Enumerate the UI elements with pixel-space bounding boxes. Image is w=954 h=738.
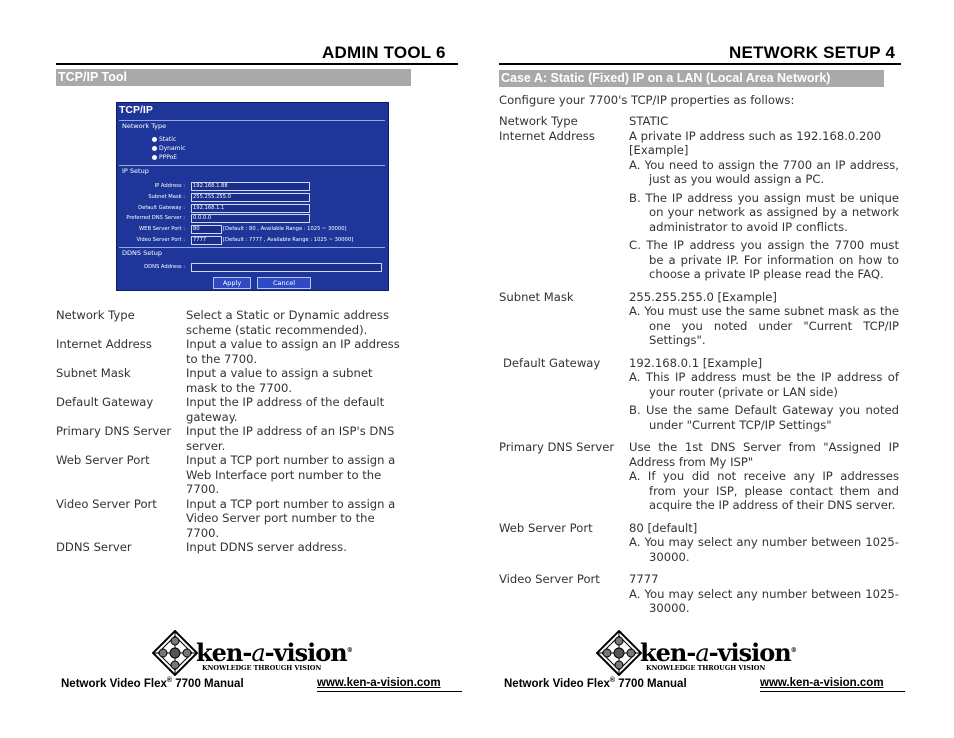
right-logo (596, 630, 796, 678)
ddns-address-input[interactable] (191, 263, 382, 272)
definition-row: Primary DNS Server Input the IP address of an ISP's DNS server. (56, 424, 395, 453)
ddns-address-label: DDNS Address : (144, 264, 185, 270)
setting-default-gateway: Default Gateway 192.168.0.1 [Example] A. This IP address must be the IP address of your router (private or LAN side) B. Use the same Default Gateway you noted under "Current TCP/IP Settings" (503, 355, 899, 432)
left-definitions (56, 308, 406, 555)
ken-a-vision-logo-icon (152, 630, 198, 676)
definition-row: Network Type Select a Static or Dynamic address scheme (static recommended). (56, 308, 389, 337)
setting-network-type: Network Type STATIC (499, 114, 669, 128)
default-gateway-label: Default Gateway : (138, 205, 185, 211)
radio-selected-icon (152, 137, 157, 142)
ddns-setup-section: DDNS Setup (119, 247, 385, 259)
left-footer-title: Network Video Flex® 7700 Manual (61, 677, 244, 690)
left-page-header: ADMIN TOOL 6 (322, 43, 446, 62)
dns-server-input[interactable]: 0.0.0.0 (191, 214, 310, 223)
setting-web-port: Web Server Port 80 [default] A. You may select any number between 1025-30000. (499, 520, 899, 564)
radio-dynamic[interactable]: Dynamic (152, 145, 185, 153)
dns-server-label: Preferred DNS Server : (126, 215, 185, 221)
radio-icon (152, 146, 157, 151)
definition-row: Subnet Mask Input a value to assign a subnet mask to the 7700. (56, 366, 373, 395)
tcpip-screenshot (116, 102, 389, 291)
ip-setup-section: IP Setup (119, 165, 385, 177)
left-header-rule (56, 63, 458, 65)
setting-video-port: Video Server Port 7777 A. You may select any number between 1025-30000. (499, 572, 899, 615)
left-section-title: TCP/IP Tool (56, 69, 411, 86)
right-footer-rule (760, 691, 905, 692)
setting-primary-dns: Primary DNS Server Use the 1st DNS Server from "Assigned IP Address from My ISP" A. If you did not receive any IP addresses from your ISP, please contact them and acquire the IP address of their DNS server. (499, 440, 899, 512)
subnet-mask-input[interactable]: 255.255.255.0 (191, 193, 310, 202)
left-footer-url[interactable]: www.ken-a-vision.com (317, 677, 441, 689)
right-footer-title: Network Video Flex® 7700 Manual (504, 677, 687, 690)
cancel-button[interactable]: Cancel (257, 277, 311, 289)
logo-tagline: KNOWLEDGE THROUGH VISION (202, 664, 322, 672)
logo-brand: ken-a-vision® (196, 638, 352, 667)
ip-address-input[interactable]: 192.168.1.88 (191, 182, 310, 191)
tcpip-dialog-title: TCP/IP (119, 104, 153, 116)
definition-row: Web Server Port Input a TCP port number to assign a Web Interface port number to the 7700. (56, 453, 396, 496)
radio-icon (152, 155, 157, 160)
web-port-hint: [Default : 80 , Available Range : 1025 ~ 30000] (223, 226, 347, 232)
apply-button[interactable]: Apply (213, 277, 251, 289)
ken-a-vision-logo-icon (596, 630, 642, 676)
video-port-label: Video Server Port : (136, 237, 185, 243)
setting-internet-address: Internet Address A private IP address such as 192.168.0.200 [Example] A. You need to assign the 7700 an IP address, just as you would assign a PC. B. The IP address you assign must be unique on your network as assigned by a network administrator to avoid IP conflicts. C. The IP address you assign the 7700 must be a private IP. For information on how to choose a private IP please read the FAQ. (499, 128, 899, 281)
right-settings (499, 114, 899, 616)
definition-row: Default Gateway Input the IP address of the default gateway. (56, 395, 385, 424)
right-page-header: NETWORK SETUP 4 (729, 43, 896, 62)
right-section-title: Case A: Static (Fixed) IP on a LAN (Local Area Network) (499, 70, 884, 87)
logo-brand: ken-a-vision® (640, 638, 796, 667)
setting-subnet-mask: Subnet Mask 255.255.255.0 [Example] A. You must use the same subnet mask as the one you noted under "Current TCP/IP Settings". (499, 289, 899, 347)
default-gateway-input[interactable]: 192.168.1.1 (191, 204, 310, 213)
right-footer-url[interactable]: www.ken-a-vision.com (760, 677, 884, 689)
definition-row: Internet Address Input a value to assign an IP address to the 7700. (56, 337, 400, 366)
video-port-hint: [Default : 7777 , Available Range : 1025 ~ 30000] (223, 237, 354, 243)
left-footer-rule (317, 691, 462, 692)
logo-tagline: KNOWLEDGE THROUGH VISION (646, 664, 766, 672)
radio-static[interactable]: Static (152, 136, 176, 144)
right-intro: Configure your 7700's TCP/IP properties as follows: (499, 93, 795, 107)
left-logo (152, 630, 352, 678)
right-header-rule (499, 63, 901, 65)
video-port-input[interactable]: 7777 (191, 236, 222, 245)
definition-row: Video Server Port Input a TCP port number to assign a Video Server port number to the 7700. (56, 496, 396, 540)
definition-row: DDNS Server Input DDNS server address. (56, 540, 347, 554)
subnet-mask-label: Subnet Mask : (148, 194, 185, 200)
web-port-input[interactable]: 80 (191, 225, 222, 234)
radio-pppoe[interactable]: PPPoE (152, 154, 177, 162)
web-port-label: WEB Server Port : (139, 226, 185, 232)
ip-address-label: IP Address : (154, 183, 185, 189)
network-type-section: Network Type (119, 120, 385, 132)
